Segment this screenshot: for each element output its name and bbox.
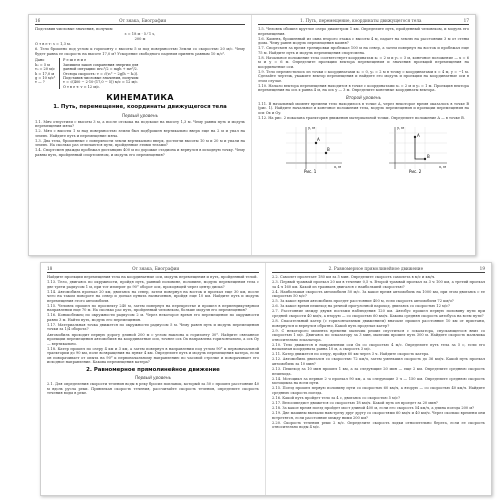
problem-text: 1.6. Камень, брошенный из окна второго этажа с высоты 4 м, падает на землю на расстоянии 3 м от стены дома. Чему равен модуль перемещения камня? bbox=[258, 36, 469, 46]
problem-text: 2.20. Скорость течения реки 2 м/с. Определите скорость лодки относительно берега, если ее скорость относительно воды 4 м/с. bbox=[272, 420, 485, 430]
subsection-title: 1. Путь, перемещение, координаты движущегося тела bbox=[53, 104, 227, 111]
problem-text: 2.16. Какой путь пройдет тело за 4 с, двигаясь со скоростью 5 м/с? bbox=[272, 395, 400, 400]
problem-text: 1.9. Тело переместилось из точки с координатами x₀ = 0, y₀ = 2 м в точку с координатами x = 4 м, y = −1 м. Сделайте чертеж, укажите вектор перемещения и найдите его модуль и проекции на координатные оси в этом случае. bbox=[258, 69, 469, 83]
problem-text: 6. Тело брошено под углом к горизонту с высоты 5 м под поверхностью Земли со скоростью 20 м/с. Чему будет равна ее скорость на высоте 17,0 м? Ускорение свободного падения принять равным 10 м/с². bbox=[35, 47, 245, 56]
problem-text: 1.5. Человек обошел круглое озеро диаметром 1 км. Определите путь, пройденный человеком, и модуль его перемещения. bbox=[258, 27, 469, 36]
axis-x-label: x, м bbox=[439, 164, 447, 169]
given-column bbox=[35, 58, 60, 89]
figure-1-graph bbox=[276, 123, 346, 173]
level-heading: Первый уровень bbox=[134, 375, 172, 381]
solution-column bbox=[63, 58, 138, 89]
running-head-text: От знака, Биографии bbox=[132, 266, 180, 271]
problem-text: 2.5. За какое время автомобиль проедет расстояние 400 м, если скорость автомобиля 72 км/ч? bbox=[272, 299, 454, 304]
problem-text: 2.10. Тело движется в направлении оси Ox со скоростью 4 м/с. Определите путь тела за 5 с, если его начальная координата равна 10 м, а скорость 3 м/с. bbox=[272, 342, 485, 352]
solution-line: Отсюда скорость: v = √(v₀² − 2g(h − h₀)). bbox=[63, 71, 139, 76]
text-line: Подставив числовые значения, получим bbox=[35, 27, 113, 31]
given-line: g = 10 м/с² bbox=[35, 76, 56, 80]
problem-text: 1.17. Материальная точка движется по окружности радиусом 5 м. Чему равен путь и модуль перемещения точки за 1/4 оборота? bbox=[47, 322, 259, 332]
problem-text: 1.11. В начальный момент времени тело находилось в точке A, через некоторое время оказалось в точке B (рис. 1). Найдите начальное и конечное положения тела, модуль перемещения и проекции перемещения на оси Ox и Oy. bbox=[258, 101, 469, 115]
problem-text: 1.3. Два тела, брошенные с поверхности земли вертикально вверх, достигли высоты 10 м и 20 м и упали на землю. На сколько раз отличаются пути, пройденные этими телами? bbox=[35, 138, 245, 148]
running-head-text: 1. Путь, перемещение, координаты движущегося тела bbox=[300, 18, 422, 23]
figure-2-graph bbox=[381, 123, 451, 173]
problem-text: 2.2. Самолет пролетает 180 км за 5 мин. Определите скорость самолета в м/с и км/ч. bbox=[272, 275, 436, 279]
given-line: Дано bbox=[35, 58, 45, 63]
level-heading: Первый уровень bbox=[121, 112, 159, 118]
level-heading: Второй уровень bbox=[345, 94, 382, 100]
problem-text: 2.13. Пешеход за 10 мин прошел 1 км, а за следующие 20 мин — еще 2 км. Определите среднюю скорость пешехода. bbox=[272, 367, 485, 376]
subsection-title: 2. Равномерное прямолинейное движение bbox=[86, 366, 220, 373]
solution-line: данной ситуации: mv₀²/2 = mgh + mv²/2. bbox=[63, 67, 138, 72]
given-line: h = 17,0 м bbox=[35, 71, 55, 76]
page-17 bbox=[252, 15, 475, 255]
book-spread-bottom bbox=[40, 262, 492, 496]
running-head-text: 2. Равномерное прямолинейное движение bbox=[328, 266, 424, 271]
solution-line: Запишем закон сохранения энергии для bbox=[63, 62, 139, 67]
running-head bbox=[258, 18, 469, 25]
problem-text: 1.10. Начало вектора перемещения находится в точке с координатами x₀ = 2 м и y₀ = 1 м. Проекция вектора перемещения на ось x равна 4 м, на ось y — 3 м. Определите конечные координаты вектора. bbox=[258, 83, 469, 93]
solution-line: Подставив числовые значения, получим bbox=[63, 76, 139, 80]
problem-text: 1.13. Тело, двигаясь по окружности, пройдя путь, равный половине, половине, модуль перемещения тела с две трети радиусом 1 м, при тот измерит до 90° оборот оси, проходящей через центр диска? bbox=[47, 280, 259, 289]
problem-text: 1.14. Автомобиль проехал 20 км, двигаясь на север, затем повернул на восток и проехал еще 30 км, после чего на таком повороте на север и доехал пункта назначения, пройдя еще 10 км. Найдите путь и модуль перемещения этого автомобиля. bbox=[47, 289, 259, 303]
page-number: 18 bbox=[47, 266, 53, 271]
problem-text: 1.7. Спортсмен за время тренировки пробежал 100 м на север, а затем повернул на восток и пробежал еще 75 м. Найдите путь и модуль перемещения спортсмена. bbox=[258, 46, 469, 55]
figures-row bbox=[258, 123, 469, 173]
running-head bbox=[272, 266, 485, 273]
problem-text: 2.12. Автомобиль двигался со скоростью 72 км/ч, затем уменьшил скорость до 36 км/ч. Какой путь проехал автомобиль за 10 мин? bbox=[272, 357, 485, 366]
running-head-text: От знака, Биографии bbox=[119, 18, 167, 23]
problem-text: 2.15. Поезд прошел первую половину пути со скоростью 60 км/ч, а вторую — со скоростью 40 км/ч. Найдите среднюю скорость поезда. bbox=[272, 386, 485, 395]
section-title: КИНЕМАТИКА bbox=[106, 93, 174, 103]
page-number: 16 bbox=[35, 18, 41, 23]
problem-text: 2.6. За какое время пешеход на речной прогулочной пароход, двигаясь со скоростью 12 м/с? bbox=[272, 304, 450, 309]
given-line: v — ? bbox=[35, 80, 45, 85]
solution-line: v = √(400 − 2·10·(17,0 − 5)) м/с ≈ 12 м/с. bbox=[63, 80, 139, 85]
problem-text: 1.15. Человек прошел по проспекту 240 м, затем повернул на перекрестке и прошел в перпендикулярном направлении еще 70 м. На сколько рас путь, пройденный человеком, больше модуля его перемещения? bbox=[47, 303, 259, 313]
problem-text: 2.4. Наибольшая скорость автомобиля 50 м/с. За какое время автомобиль на 1000 км, при этом двигаясь с ее скоростью 50 м/с? bbox=[272, 289, 485, 299]
problem-text: 2.8. Спасательный катер (с горизонтальным движением) вначале прошел расстояние 10 км от пристани, повернулся и вернулся обратно. Какой путь проделал катер? bbox=[272, 319, 485, 328]
solution-line: Р е ш е н и е bbox=[63, 58, 87, 63]
answer-line: О т в е т: s = 1,3 м. bbox=[35, 42, 71, 47]
page-number: 19 bbox=[479, 266, 485, 271]
point-b-label: B bbox=[427, 153, 430, 159]
problem-text: 1.2. Мяч с высоты 1 м над поверхностью земли был подброшен вертикально вверх еще на 2 м и упал на землю. Найдите путь и перемещение мяча. bbox=[35, 129, 245, 138]
given-solution-box bbox=[35, 58, 245, 89]
page-number: 17 bbox=[463, 18, 469, 23]
solution-line: О т в е т: v ≈ 12 м/с. bbox=[63, 84, 101, 89]
problem-text: 1.16. Конькобежец по окружности радиусом 2 м. Через некоторое время его перемещение по окружности равно 3 м. Найти путь, модуль его перемещения. bbox=[47, 313, 259, 322]
page-18 bbox=[41, 263, 266, 495]
problem-text: 1.18. Катер прошел по озеру 4 км и 3 км, а затем повернул в направлении под углом 90° к первоначальной траектории до 90 км, поле возвращения на пункт 4 км. Определите путь и модуль перемещения катера, если он поворачивает от опыта на 90° к первоначальному направлению по часовой стрелке и поворачивает его исходное направление. Какова перемещения катера? bbox=[47, 346, 259, 365]
problem-text: 2.3. Первый трамвай проехал 20 км в течение 0,5 ч. Второй трамвай проехал за 3 ч 100 км, а третий проехал за 4 ч 160 км. Какой из трамваев двигался с наибольшей скоростью? bbox=[272, 280, 485, 289]
problem-text: Найдите проекции перемещения тела на координатные оси, модуль перемещения и путь, пройденный телой. bbox=[47, 275, 258, 279]
point-a-label: A bbox=[316, 136, 320, 142]
given-line: v₀ = 20 м/с bbox=[35, 67, 55, 72]
problem-text: 1.12. На рис. 2 показана траектория движения материальной точки. Определите положение A — в точке B. bbox=[258, 116, 465, 121]
running-head bbox=[35, 18, 245, 25]
book-spread-top bbox=[28, 14, 476, 256]
problem-text: 1.8. Начальное положение тела соответствует координатам x₀ = 2 м и y₀ = 3 м, конечное положение — x = 6 м и y = 6 м. Определите проекции вектора перемещения и значения проекций перемещения на координатные оси. bbox=[258, 55, 469, 69]
problem-text: 2.7. Расстояние между двумя постами наблюдения 120 км. Автобус прошел первую половину пути при средней скорости 40 км/ч, а вторую — со скоростью 60 км/ч. Какова средняя скорость автобуса на всем пути? bbox=[272, 309, 485, 318]
problem-text: 1.1. Мяч отпустили с высоты 3 м, а после отскока на подскоке на высоту 1,3 м. Чему равны путь и модуль перемещения мяча? bbox=[35, 119, 245, 129]
formula-line: 200 м bbox=[134, 37, 146, 42]
figure-label: Рис. 1 bbox=[303, 168, 317, 173]
axis-y-label: y, м bbox=[307, 125, 315, 130]
problem-text: 2.17. Велосипедист движется со скоростью 18 км/ч. Какой путь он проедет за 20 мин? bbox=[272, 400, 438, 405]
axis-y-label: y, м bbox=[397, 125, 405, 130]
problem-text: Автомобиль проходит первую дорогу длиной 200 м с углом наклона к горизонту 30°. Найдите связанное проекции перемещения автомобиля на координатные оси, точнее ось Ox направлена горизонтально, а ось Oy — вертикально. bbox=[47, 332, 259, 346]
formula-line: s = 18 м · 5 ⁄ 1 s, bbox=[124, 32, 156, 37]
figure-label: Рис. 2 bbox=[409, 168, 422, 173]
problem-text: 2.1. Для определения скорости течения воды в реку бросил поплавок, который за 50 с прошел расстояние 40 м вдоль русла реки. Привлекая скорость течения, рассчитайте скорость течения, определите скорость течения воды в реке. bbox=[47, 382, 259, 396]
point-a-label: A bbox=[417, 132, 420, 138]
given-line: h₀ = 5 м bbox=[35, 62, 50, 67]
problem-text: 2.18. За какое время поезд пройдет мост длиной 400 м, если его скорость 54 км/ч, а длина поезда 200 м? bbox=[272, 406, 475, 410]
problem-text: 2.14. Мотоцикл за первые 2 ч проехал 90 км, а за следующие 3 ч — 150 км. Определите среднюю скорость мотоцикла на всем пути. bbox=[272, 376, 485, 386]
problem-text: 1.4. Спортсмен дважды пробежал дистанцию 400 м по дорожке стадиона и вернулся в исходную точку. Чему равны путь, пройденный спортсменом, и модуль его перемещения? bbox=[35, 148, 245, 157]
axis-x-label: x, м bbox=[333, 164, 341, 169]
point-b-label: B bbox=[326, 146, 330, 152]
problem-text: 2.19. Две машины выехали навстречу друг другу со скоростями 60 км/ч и 40 км/ч. Через сколько времени они встретятся, если расстояние между ними 200 км? bbox=[272, 411, 485, 420]
problem-text: 2.9. С некоторого момента времени мальчик решил спуститься с эскалатора, спускающегося вниз со скоростью 1 м/с. Двигаясь по эскалатору за 3 мин, мальчик прошел путь 300 м. Найдите скорость мальчика относительно эскалатора. bbox=[272, 328, 485, 342]
page-16 bbox=[29, 15, 252, 255]
page-19 bbox=[266, 263, 491, 495]
running-head bbox=[47, 266, 259, 273]
problem-text: 2.11. Катер движется по озеру, пройдя 60 км через 3 ч. Найдите скорость катера. bbox=[272, 352, 430, 357]
